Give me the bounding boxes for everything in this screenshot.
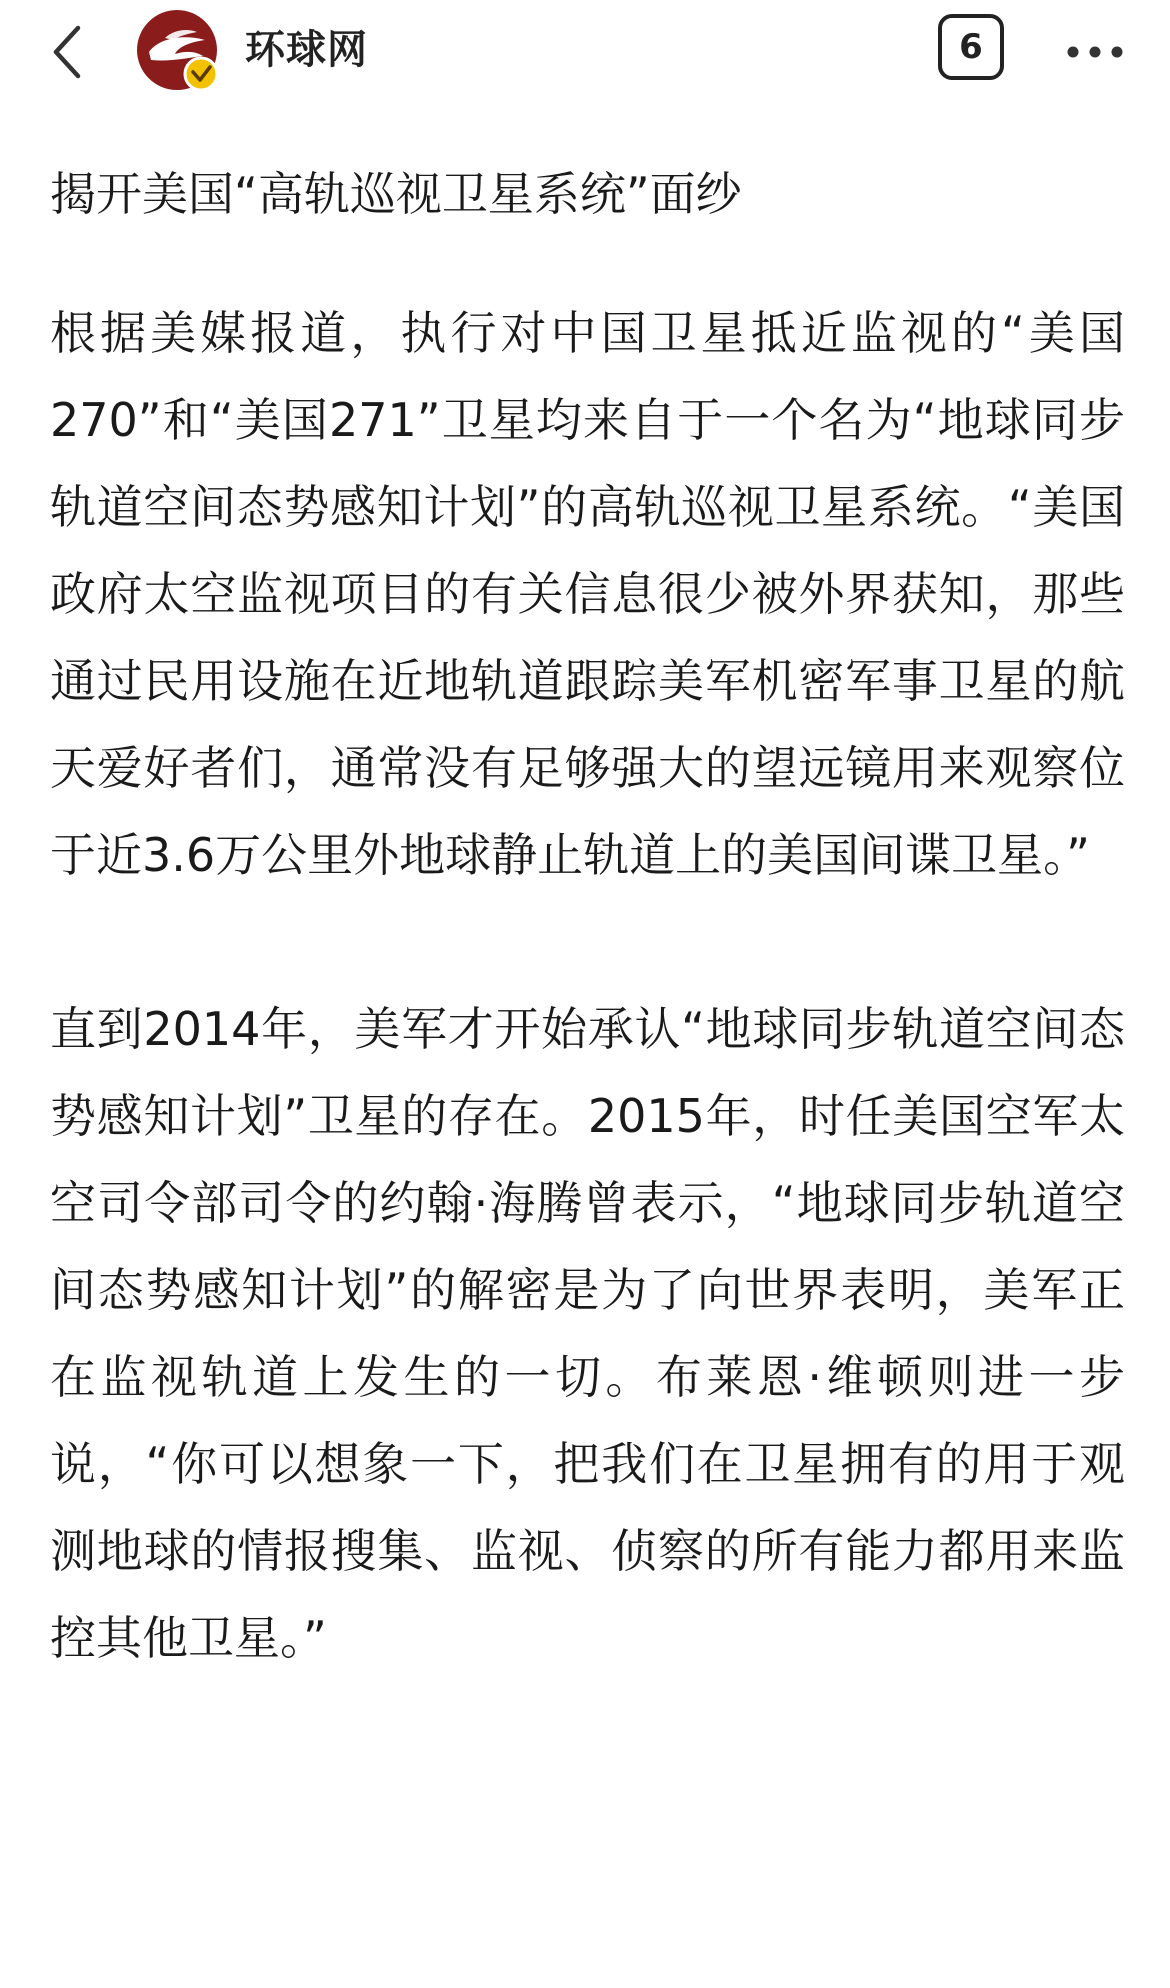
huanqiu-logo-avatar[interactable] — [135, 8, 225, 98]
top-navigation-bar — [0, 0, 1170, 110]
article-paragraph: 直到2014年，美军才开始承认“地球同步轨道空间态势感知计划”卫星的存在。2015年，时任美国空军太空司令部司令的约翰·海腾曾表示，“地球同步轨道空间态势感知计划”的解密是为了向世界表明，美军正在监视轨道上发生的一切。布莱恩·维顿则进一步说，“你可以想象一下，把我们在卫星拥有的用于观测地球的情报搜集、监视、侦察的所有能力都用来监控其他卫星。” — [50, 1002, 1125, 1665]
more-dots-icon — [1065, 44, 1125, 60]
comment-count-button[interactable] — [938, 14, 1004, 80]
chevron-left-icon — [48, 24, 88, 80]
channel-name[interactable]: 环球网 — [245, 27, 368, 73]
article-subtitle: 揭开美国“高轨巡视卫星系统”面纱 — [50, 167, 742, 221]
article-body — [50, 160, 1125, 1769]
more-options-button[interactable] — [1060, 22, 1130, 82]
back-button[interactable] — [38, 22, 98, 82]
comment-count: 6 — [959, 27, 983, 67]
verified-badge-icon — [185, 58, 217, 90]
article-paragraph: 根据美媒报道，执行对中国卫星抵近监视的“美国270”和“美国271”卫星均来自于一个名为“地球同步轨道空间态势感知计划”的高轨巡视卫星系统。“美国政府太空监视项目的有关信息很少被外界获知，那些通过民用设施在近地轨道跟踪美军机密军事卫星的航天爱好者们，通常没有足够强大的望远镜用来观察位于近3.6万公里外地球静止轨道上的美国间谍卫星。” — [50, 306, 1125, 882]
